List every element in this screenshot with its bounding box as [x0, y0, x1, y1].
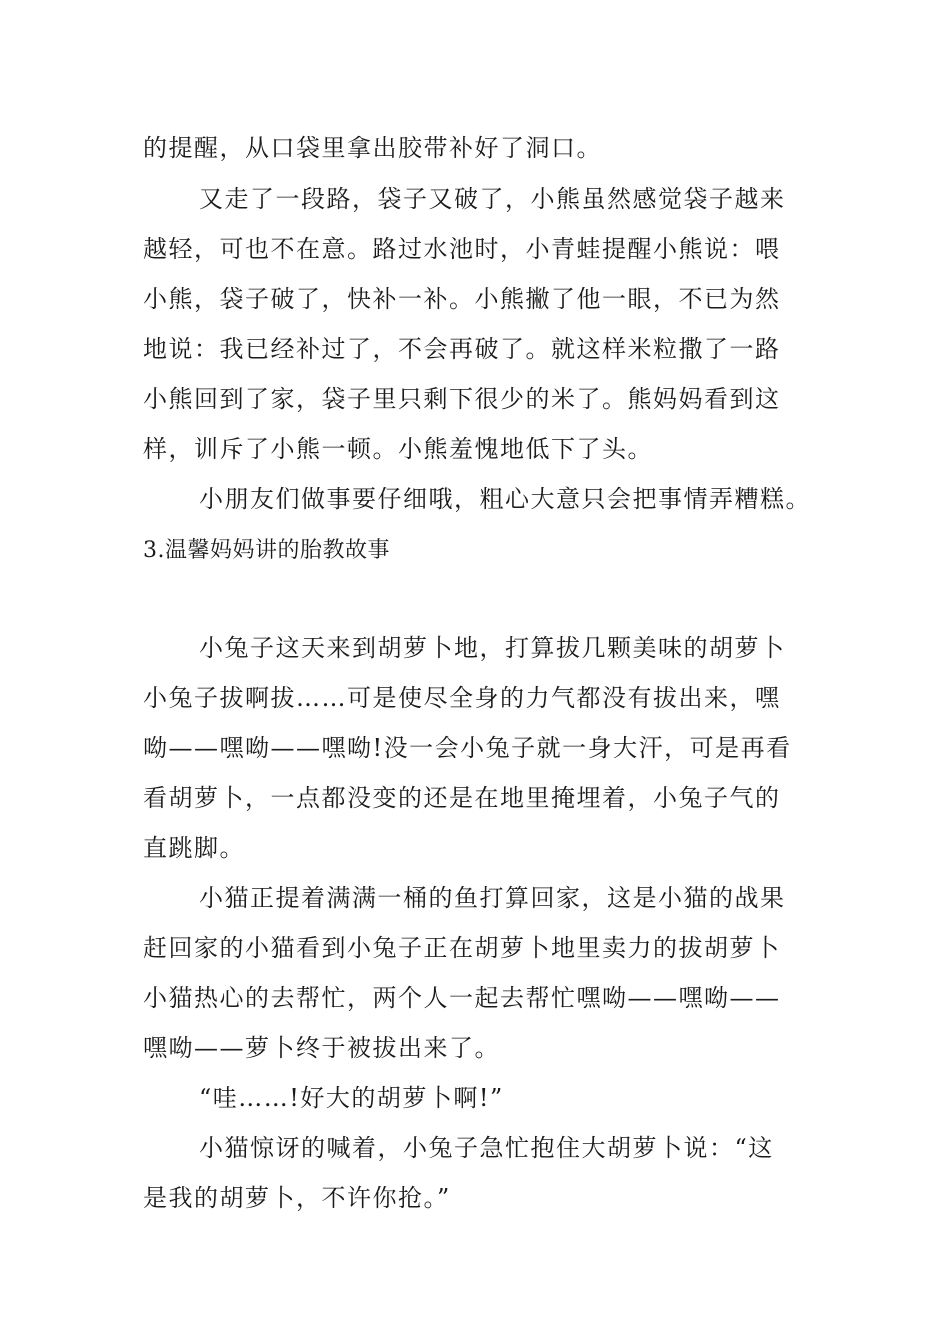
text-line: 小兔子拔啊拔……可是使尽全身的力气都没有拔出来，嘿 [143, 684, 781, 712]
paragraph-start: 小猫正提着满满一桶的鱼打算回家，这是小猫的战果 [199, 884, 786, 912]
text-line: 小熊，袋子破了，快补一补。小熊撇了他一眼，不已为然 [143, 285, 781, 313]
paragraph-start: 小兔子这天来到胡萝卜地，打算拔几颗美味的胡萝卜 [199, 634, 786, 662]
dialogue-line: “哇……!好大的胡萝卜啊!” [199, 1084, 504, 1112]
paragraph-start: 又走了一段路，袋子又破了，小熊虽然感觉袋子越来 [199, 185, 786, 213]
text-line: 地说：我已经补过了，不会再破了。就这样米粒撒了一路 [143, 335, 781, 363]
text-line: 的提醒，从口袋里拿出胶带补好了洞口。 [143, 134, 602, 162]
text-line: 样，训斥了小熊一顿。小熊羞愧地低下了头。 [143, 435, 653, 463]
paragraph-start: 小猫惊讶的喊着，小兔子急忙抱住大胡萝卜说：“这 [199, 1134, 774, 1162]
text-line: 赶回家的小猫看到小兔子正在胡萝卜地里卖力的拔胡萝卜 [143, 934, 781, 962]
text-line: 小猫热心的去帮忙，两个人一起去帮忙嘿呦——嘿呦—— [143, 984, 781, 1012]
text-line: 直跳脚。 [143, 834, 245, 862]
story-title: 3.温馨妈妈讲的胎教故事 [143, 538, 390, 563]
text-line: 嘿呦——萝卜终于被拔出来了。 [143, 1034, 500, 1062]
paragraph-start: 小朋友们做事要仔细哦，粗心大意只会把事情弄糟糕。 [199, 485, 811, 513]
text-line: 越轻，可也不在意。路过水池时，小青蛙提醒小熊说：喂 [143, 235, 781, 263]
text-line: 看胡萝卜，一点都没变的还是在地里掩埋着，小兔子气的 [143, 784, 781, 812]
text-line: 小熊回到了家，袋子里只剩下很少的米了。熊妈妈看到这 [143, 385, 781, 413]
text-line: 呦——嘿呦——嘿呦!没一会小兔子就一身大汗，可是再看 [143, 734, 792, 762]
text-line: 是我的胡萝卜，不许你抢。” [143, 1184, 451, 1212]
